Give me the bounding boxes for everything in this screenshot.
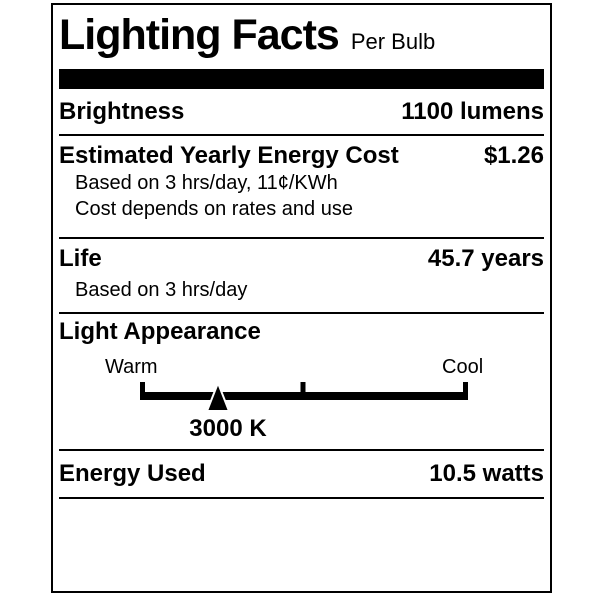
energy-used-value: 10.5 watts xyxy=(429,460,544,487)
label-title: Lighting Facts xyxy=(59,11,339,59)
brightness-row xyxy=(59,98,544,126)
warm-cool-row xyxy=(59,356,544,379)
scale-tick-left xyxy=(140,382,145,400)
lighting-facts-label xyxy=(51,3,552,593)
light-appearance-heading: Light Appearance xyxy=(59,318,261,345)
life-value: 45.7 years xyxy=(427,245,544,272)
energy-cost-note-basis: Based on 3 hrs/day, 11¢/KWh xyxy=(75,172,338,194)
label-header xyxy=(59,5,544,69)
color-temperature-scale xyxy=(59,380,544,414)
life-name: Life xyxy=(59,245,102,272)
energy-cost-section xyxy=(59,136,544,239)
cool-label: Cool xyxy=(442,356,484,378)
label-subtitle: Per Bulb xyxy=(350,29,436,54)
life-note-basis: Based on 3 hrs/day xyxy=(75,279,248,301)
energy-used-row xyxy=(59,460,544,488)
energy-cost-value: $1.26 xyxy=(483,142,544,169)
energy-used-name: Energy Used xyxy=(59,460,206,487)
brightness-section xyxy=(59,89,544,136)
brightness-value: 1100 lumens xyxy=(401,98,544,125)
energy-used-section xyxy=(59,451,544,499)
warm-label: Warm xyxy=(105,356,158,378)
energy-cost-name: Estimated Yearly Energy Cost xyxy=(59,142,399,169)
brightness-name: Brightness xyxy=(59,98,185,125)
light-appearance-section xyxy=(59,314,544,451)
temperature-value: 3000 K xyxy=(189,415,267,442)
header-separator-bar xyxy=(59,69,544,89)
scale-tick-right xyxy=(463,382,468,400)
life-section xyxy=(59,239,544,314)
energy-cost-row xyxy=(59,142,544,170)
energy-cost-note-disclaimer: Cost depends on rates and use xyxy=(75,198,353,220)
life-row xyxy=(59,245,544,273)
scale-tick-middle xyxy=(301,382,306,400)
